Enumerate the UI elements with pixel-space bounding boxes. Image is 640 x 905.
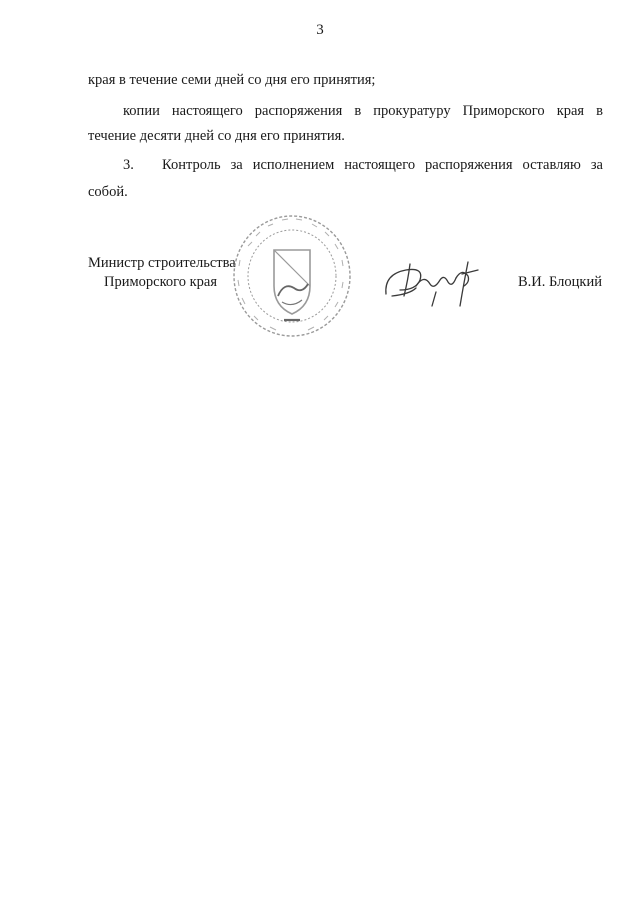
paragraph-2-line-2: течение десяти дней со дня его принятия. — [88, 128, 345, 144]
item-3-line-2: собой. — [88, 184, 128, 200]
signatory-position-line-2: Приморского края — [104, 274, 218, 290]
signatory-position-line-1: Министр строительства — [88, 255, 236, 271]
handwritten-signature-icon — [380, 250, 490, 320]
official-seal-icon — [228, 210, 356, 342]
signatory-name: В.И. Блоцкий — [518, 274, 602, 290]
page-number: 3 — [316, 22, 324, 38]
item-3-line-1: Контроль за исполнением настоящего распоряжения оставляю за — [162, 157, 603, 173]
paragraph-2-line-1: копии настоящего распоряжения в прокуратуру Приморского края в — [123, 103, 603, 119]
body-line-1: края в течение семи дней со дня его принятия; — [88, 72, 376, 88]
item-3-number: 3. — [123, 157, 134, 173]
